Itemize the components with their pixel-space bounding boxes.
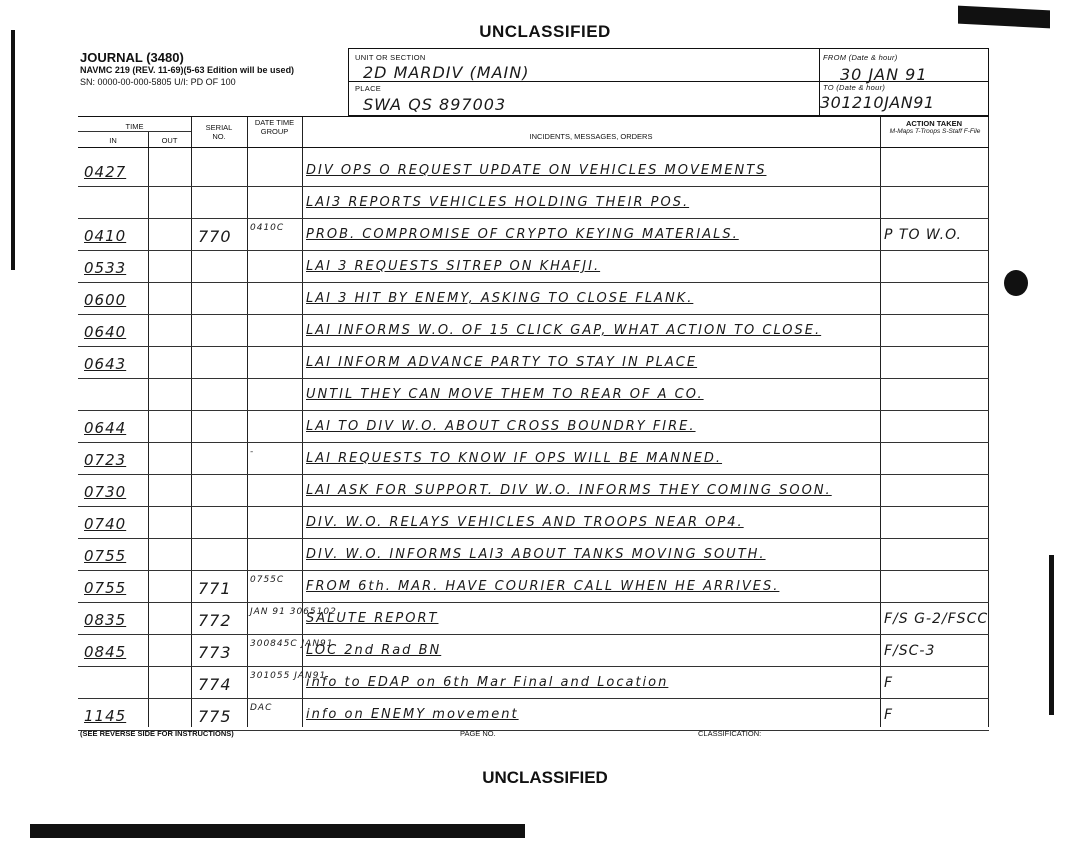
row-rule <box>78 442 989 443</box>
scan-artifact-right-blot <box>1004 270 1028 296</box>
incident-cell: LAI ASK FOR SUPPORT. DIV W.O. INFORMS THEY COMING SOON. <box>306 483 832 498</box>
serial-cell: 774 <box>198 675 232 694</box>
serial-cell: 772 <box>198 611 232 630</box>
scan-artifact-right-bar <box>1049 555 1054 715</box>
to-divider <box>818 81 988 82</box>
time-in-cell: 0845 <box>84 643 127 661</box>
serial-cell: 773 <box>198 643 232 662</box>
col-header-action: ACTION TAKEN <box>905 119 963 128</box>
incident-cell: info on ENEMY movement <box>306 707 519 722</box>
incident-cell: LAI INFORM ADVANCE PARTY TO STAY IN PLACE <box>306 355 698 370</box>
incident-cell: info to EDAP on 6th Mar Final and Location <box>306 675 669 690</box>
unit-value: 2D MARDIV (MAIN) <box>363 63 530 82</box>
incident-cell: LAI 3 HIT BY ENEMY, ASKING TO CLOSE FLANK. <box>306 291 694 306</box>
incident-cell: SALUTE REPORT <box>306 611 439 626</box>
place-divider <box>349 81 819 82</box>
row-rule <box>78 314 989 315</box>
header-rule <box>78 147 989 148</box>
time-in-cell: 0755 <box>84 547 127 565</box>
table-row <box>78 189 989 219</box>
action-cell: F/SC-3 <box>884 643 936 659</box>
table-row <box>78 477 989 507</box>
table-row <box>78 573 989 603</box>
place-value: SWA QS 897003 <box>363 95 507 114</box>
row-rule <box>78 282 989 283</box>
time-in-cell: 0643 <box>84 355 127 373</box>
col-header-incidents: INCIDENTS, MESSAGES, ORDERS <box>529 132 653 141</box>
action-cell: P TO W.O. <box>884 227 962 243</box>
row-rule <box>78 474 989 475</box>
row-rule <box>78 218 989 219</box>
time-in-cell: 0533 <box>84 259 127 277</box>
time-in-cell: 0740 <box>84 515 127 533</box>
time-in-cell: 0755 <box>84 579 127 597</box>
time-in-cell: 0723 <box>84 451 127 469</box>
time-in-cell: 0600 <box>84 291 127 309</box>
table-row <box>78 253 989 283</box>
row-rule <box>78 570 989 571</box>
row-rule <box>78 378 989 379</box>
row-rule <box>78 666 989 667</box>
instructions-note: (SEE REVERSE SIDE FOR INSTRUCTIONS) <box>80 729 234 738</box>
row-rule <box>78 602 989 603</box>
action-cell: F <box>884 675 894 691</box>
place-label: PLACE <box>355 84 382 93</box>
table-row <box>78 285 989 315</box>
date-time-group-cell: DAC <box>250 703 273 713</box>
time-in-cell: 0410 <box>84 227 127 245</box>
row-rule <box>78 346 989 347</box>
table-row <box>78 157 989 187</box>
incident-cell: UNTIL THEY CAN MOVE THEM TO REAR OF A CO. <box>306 387 704 402</box>
date-time-group-cell: - <box>250 447 255 457</box>
date-time-group-cell: 0755C <box>250 575 285 585</box>
incident-cell: PROB. COMPROMISE OF CRYPTO KEYING MATERIALS. <box>306 227 739 242</box>
col-header-action-legend: M-Maps T-Troops S-Staff F-File <box>889 128 981 135</box>
form-number: NAVMC 219 (REV. 11-69)(5-63 Edition will be used) <box>80 65 295 75</box>
serial-cell: 775 <box>198 707 232 726</box>
to-label: TO (Date & hour) <box>823 83 886 92</box>
date-box <box>818 48 989 116</box>
to-value: 301210JAN91 <box>820 93 935 112</box>
incident-cell: LAI REQUESTS TO KNOW IF OPS WILL BE MANNED. <box>306 451 723 466</box>
incident-cell: DIV OPS O REQUEST UPDATE ON VEHICLES MOVEMENTS <box>306 163 767 178</box>
table-row <box>78 541 989 571</box>
row-rule <box>78 634 989 635</box>
table-row <box>78 445 989 475</box>
row-rule <box>78 186 989 187</box>
row-rule <box>78 698 989 699</box>
row-rule <box>78 250 989 251</box>
row-rule <box>78 506 989 507</box>
classification-top: UNCLASSIFIED <box>479 22 611 41</box>
scan-artifact-left-bar <box>11 30 15 270</box>
row-rule <box>78 410 989 411</box>
col-header-time: TIME <box>125 122 144 131</box>
scan-artifact-bottom-bar <box>30 824 525 838</box>
time-in-cell: 0730 <box>84 483 127 501</box>
col-header-dtg: DATE TIME GROUP <box>254 118 295 136</box>
action-cell: F/S G-2/FSCC <box>884 611 989 627</box>
action-cell: F <box>884 707 894 723</box>
table-row <box>78 637 989 667</box>
date-time-group-cell: 301055 JAN91 <box>250 671 327 681</box>
table-row <box>78 509 989 539</box>
col-header-out: OUT <box>161 136 178 145</box>
table-row <box>78 381 989 411</box>
journal-table <box>78 116 989 727</box>
date-time-group-cell: JAN 91 3065102 <box>250 607 337 617</box>
table-row <box>78 317 989 347</box>
from-label: FROM (Date & hour) <box>823 53 898 62</box>
page-number-label: PAGE NO. <box>460 729 496 738</box>
classification-bottom: UNCLASSIFIED <box>482 768 608 787</box>
date-time-group-cell: 0410C <box>250 223 285 233</box>
incident-cell: FROM 6th. MAR. HAVE COURIER CALL WHEN HE ARRIVES. <box>306 579 780 594</box>
serial-cell: 771 <box>198 579 232 598</box>
table-row <box>78 221 989 251</box>
time-in-cell: 0644 <box>84 419 127 437</box>
time-sub-rule <box>78 131 191 132</box>
table-row <box>78 701 989 731</box>
incident-cell: LAI 3 REQUESTS SITREP ON KHAFJI. <box>306 259 601 274</box>
date-time-group-cell: 300845C JAN91 <box>250 639 334 649</box>
incident-cell: DIV. W.O. RELAYS VEHICLES AND TROOPS NEAR OP4. <box>306 515 744 530</box>
table-row <box>78 413 989 443</box>
incident-cell: LAI INFORMS W.O. OF 15 CLICK GAP, WHAT ACTION TO CLOSE. <box>306 323 822 338</box>
table-row <box>78 669 989 699</box>
from-value: 30 JAN 91 <box>840 65 928 84</box>
unit-box <box>348 48 820 116</box>
time-in-cell: 0640 <box>84 323 127 341</box>
col-header-serial: SERIAL NO. <box>205 123 233 141</box>
table-row <box>78 605 989 635</box>
incident-cell: LOC 2nd Rad BN <box>306 643 442 658</box>
journal-title: JOURNAL (3480) <box>80 50 184 65</box>
row-rule <box>78 538 989 539</box>
time-in-cell: 0427 <box>84 163 127 181</box>
classification-label: CLASSIFICATION: <box>698 729 762 738</box>
stock-number: SN: 0000-00-000-5805 U/I: PD OF 100 <box>80 77 236 87</box>
time-in-cell: 0835 <box>84 611 127 629</box>
table-row <box>78 349 989 379</box>
incident-cell: LAI TO DIV W.O. ABOUT CROSS BOUNDRY FIRE. <box>306 419 696 434</box>
unit-label: UNIT OR SECTION <box>355 53 426 62</box>
time-in-cell: 1145 <box>84 707 127 725</box>
incident-cell: LAI3 REPORTS VEHICLES HOLDING THEIR POS. <box>306 195 690 210</box>
serial-cell: 770 <box>198 227 232 246</box>
col-header-in: IN <box>109 136 117 145</box>
incident-cell: DIV. W.O. INFORMS LAI3 ABOUT TANKS MOVING SOUTH. <box>306 547 766 562</box>
